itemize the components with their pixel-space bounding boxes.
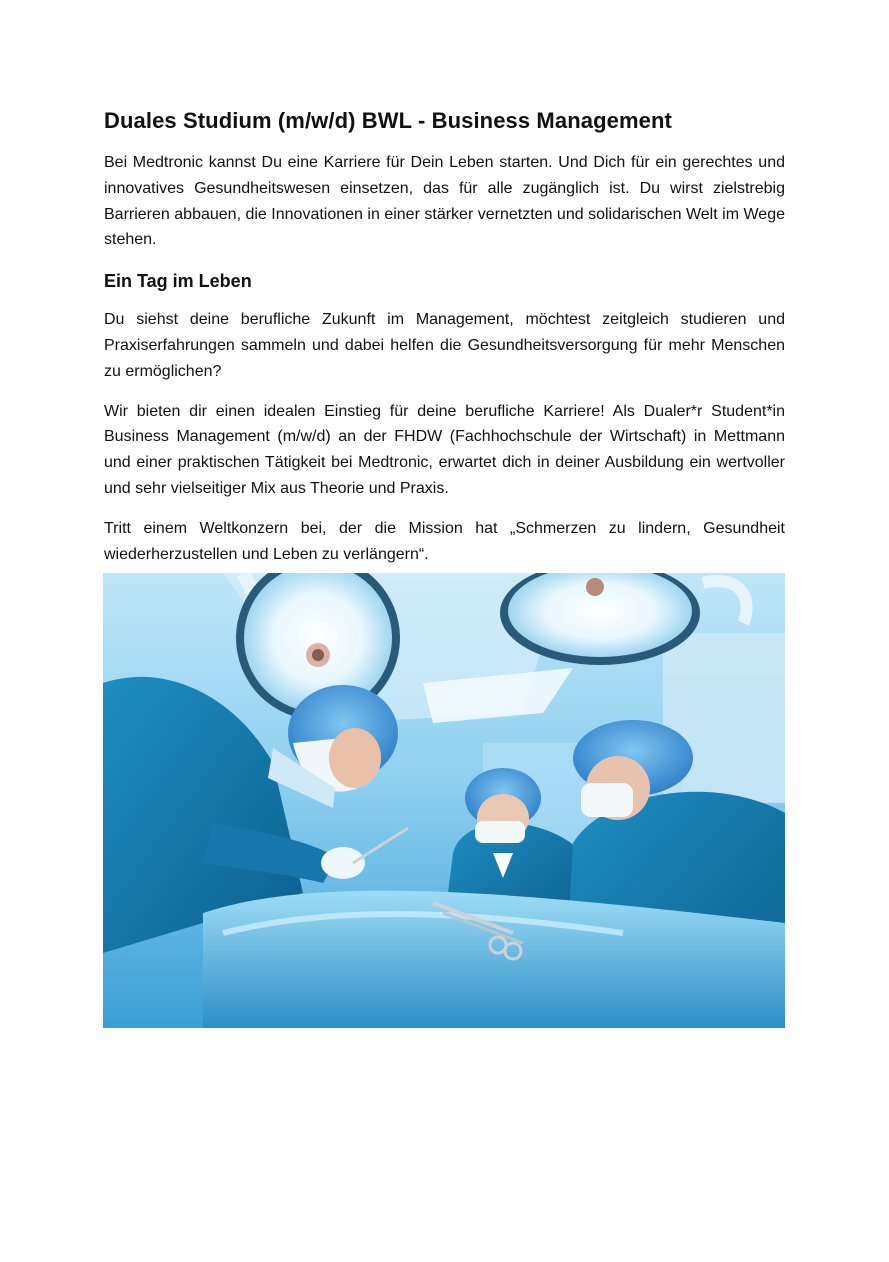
body-paragraph: Tritt einem Weltkonzern bei, der die Mission hat „Schmerzen zu lindern, Gesundheit wiederherzustellen und Leben zu verlängern“. (104, 519, 785, 563)
body-paragraph: Wir bieten dir einen idealen Einstieg für deine berufliche Karriere! Als Dualer*r Student*in Business Management (m/w/d) an der FHDW (Fachhochschule der Wirtschaft) in Mettmann und einer praktischen Tätigkeit bei Medtronic, erwartet dich in deiner Ausbildung ein wertvoller und sehr vielseitiger Mix aus Theorie und Praxis. (104, 402, 785, 497)
intro-paragraph: Bei Medtronic kannst Du eine Karriere für Dein Leben starten. Und Dich für ein gerechtes und innovatives Gesundheitswesen einsetzen, das für alle zugänglich ist. Du wirst zielstrebig Barrieren abbauen, die Innovationen in einer stärker vernetzten und solidarischen Welt im Wege stehen. (104, 154, 785, 249)
surgery-photo (103, 573, 785, 1028)
page-title: Duales Studium (m/w/d) BWL - Business Management (104, 108, 672, 133)
body-paragraph: Du siehst deine berufliche Zukunft im Management, möchtest zeitgleich studieren und Praxiserfahrungen sammeln und dabei helfen die Gesundheitsversorgung für mehr Menschen zu ermöglichen? (104, 311, 785, 380)
section-heading: Ein Tag im Leben (104, 271, 252, 292)
document-body (104, 106, 785, 567)
